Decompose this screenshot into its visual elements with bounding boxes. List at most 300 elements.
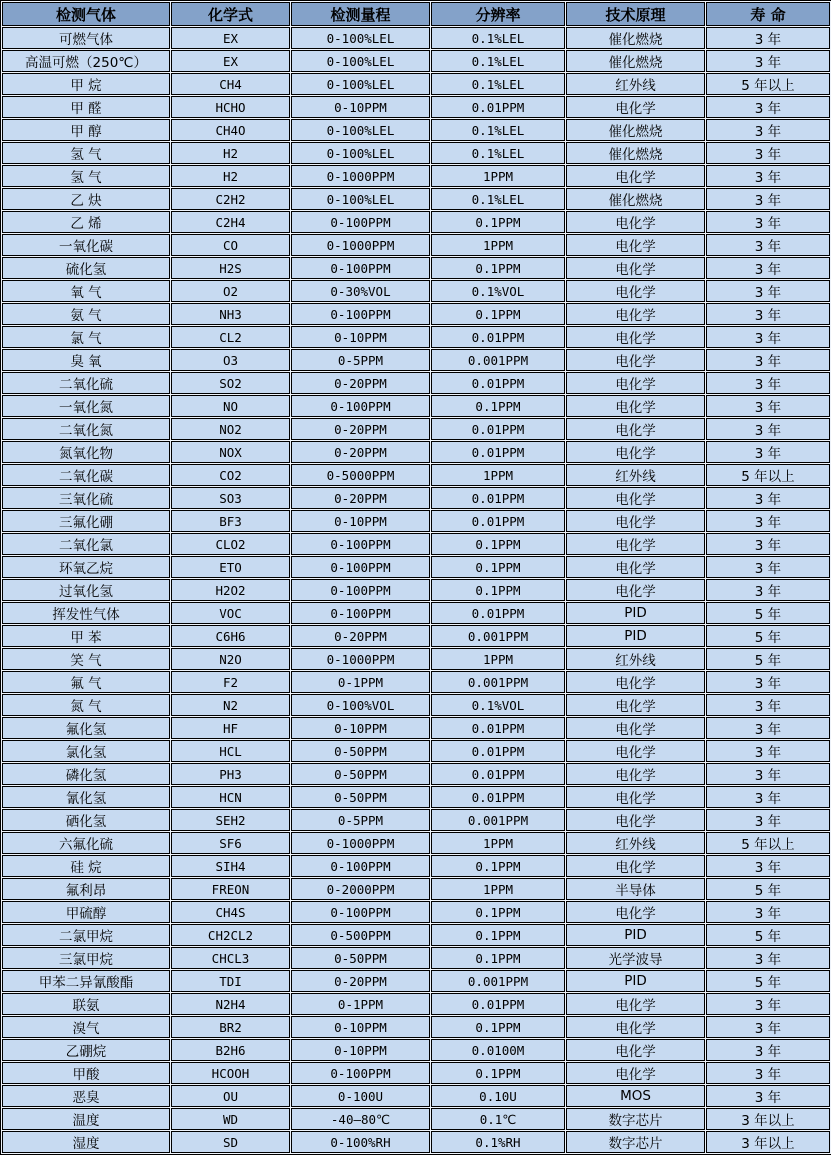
cell-principle: 电化学 [566,717,705,739]
table-row [2,395,830,417]
cell-range: 0-100PPM [291,556,430,578]
cell-lifespan: 3 年 [706,533,830,555]
cell-gas-name: 硅 烷 [2,855,170,877]
cell-resolution: 0.1PPM [431,211,565,233]
cell-principle: 电化学 [566,694,705,716]
cell-principle: 电化学 [566,740,705,762]
cell-gas-name: 温度 [2,1108,170,1130]
cell-range: 0-100%VOL [291,694,430,716]
cell-gas-name: 氟化氢 [2,717,170,739]
cell-gas-name: 二氧化碳 [2,464,170,486]
cell-resolution: 0.1PPM [431,395,565,417]
cell-principle: 电化学 [566,211,705,233]
column-header-range: 检测量程 [291,2,430,26]
cell-formula: EX [171,27,290,49]
table-row [2,27,830,49]
cell-gas-name: 高温可燃（250℃） [2,50,170,72]
cell-resolution: 0.1PPM [431,1016,565,1038]
cell-principle: 电化学 [566,326,705,348]
cell-gas-name: 二氧化氮 [2,418,170,440]
cell-principle: 催化燃烧 [566,142,705,164]
cell-gas-name: 氟 气 [2,671,170,693]
cell-principle: 电化学 [566,671,705,693]
table-row [2,349,830,371]
cell-principle: 光学波导 [566,947,705,969]
cell-resolution: 1PPM [431,648,565,670]
cell-lifespan: 3 年 [706,947,830,969]
cell-principle: 催化燃烧 [566,50,705,72]
cell-principle: 电化学 [566,234,705,256]
table-row [2,188,830,210]
cell-principle: 催化燃烧 [566,27,705,49]
cell-range: 0-20PPM [291,441,430,463]
cell-resolution: 0.1PPM [431,533,565,555]
cell-resolution: 0.001PPM [431,809,565,831]
cell-principle: 电化学 [566,257,705,279]
cell-principle: 电化学 [566,556,705,578]
cell-principle: PID [566,602,705,624]
cell-lifespan: 3 年 [706,257,830,279]
cell-principle: 电化学 [566,855,705,877]
cell-lifespan: 5 年 [706,970,830,992]
cell-gas-name: 氰化氢 [2,786,170,808]
cell-range: 0-20PPM [291,625,430,647]
cell-principle: 催化燃烧 [566,119,705,141]
cell-lifespan: 3 年 [706,717,830,739]
cell-formula: CLO2 [171,533,290,555]
cell-range: 0-20PPM [291,372,430,394]
table-row [2,73,830,95]
cell-lifespan: 3 年 [706,418,830,440]
cell-resolution: 0.1%LEL [431,188,565,210]
cell-lifespan: 3 年 [706,556,830,578]
cell-gas-name: 三氧化硫 [2,487,170,509]
cell-resolution: 0.1PPM [431,855,565,877]
cell-gas-name: 臭 氧 [2,349,170,371]
cell-principle: PID [566,924,705,946]
cell-resolution: 0.1PPM [431,924,565,946]
cell-resolution: 1PPM [431,165,565,187]
table-row [2,1108,830,1130]
cell-resolution: 0.01PPM [431,96,565,118]
cell-range: 0-5PPM [291,349,430,371]
cell-resolution: 0.01PPM [431,510,565,532]
cell-formula: CO2 [171,464,290,486]
cell-range: 0-100PPM [291,211,430,233]
cell-lifespan: 3 年 [706,1039,830,1061]
cell-gas-name: 甲 醇 [2,119,170,141]
table-row [2,464,830,486]
cell-lifespan: 3 年 [706,510,830,532]
cell-gas-name: 甲 苯 [2,625,170,647]
cell-range: 0-50PPM [291,947,430,969]
cell-resolution: 0.1%LEL [431,27,565,49]
table-row [2,1016,830,1038]
cell-range: 0-100PPM [291,395,430,417]
cell-lifespan: 5 年以上 [706,464,830,486]
cell-gas-name: 二氧化氯 [2,533,170,555]
table-row [2,533,830,555]
cell-resolution: 0.1PPM [431,1062,565,1084]
cell-formula: N2H4 [171,993,290,1015]
table-row [2,671,830,693]
cell-formula: HCN [171,786,290,808]
table-row [2,1062,830,1084]
cell-gas-name: 氟利昂 [2,878,170,900]
cell-range: 0-100PPM [291,303,430,325]
cell-range: 0-10PPM [291,717,430,739]
cell-range: 0-100PPM [291,533,430,555]
table-row [2,947,830,969]
cell-range: 0-100%LEL [291,27,430,49]
table-row [2,901,830,923]
cell-principle: 电化学 [566,579,705,601]
cell-lifespan: 3 年 [706,395,830,417]
cell-resolution: 0.01PPM [431,602,565,624]
cell-lifespan: 5 年 [706,878,830,900]
cell-gas-name: 氯 气 [2,326,170,348]
cell-formula: O2 [171,280,290,302]
cell-range: 0-1000PPM [291,832,430,854]
cell-gas-name: 氢 气 [2,165,170,187]
cell-resolution: 1PPM [431,234,565,256]
table-row [2,556,830,578]
cell-principle: 电化学 [566,993,705,1015]
column-header-formula: 化学式 [171,2,290,26]
cell-resolution: 0.01PPM [431,717,565,739]
cell-gas-name: 二氧化硫 [2,372,170,394]
cell-formula: N2 [171,694,290,716]
cell-resolution: 0.10U [431,1085,565,1107]
cell-resolution: 0.01PPM [431,418,565,440]
cell-formula: FREON [171,878,290,900]
cell-formula: WD [171,1108,290,1130]
table-row [2,763,830,785]
cell-resolution: 0.1℃ [431,1108,565,1130]
cell-resolution: 0.01PPM [431,763,565,785]
cell-lifespan: 3 年 [706,763,830,785]
cell-principle: 电化学 [566,280,705,302]
cell-gas-name: 三氟化硼 [2,510,170,532]
cell-resolution: 0.1PPM [431,556,565,578]
cell-formula: B2H6 [171,1039,290,1061]
cell-formula: CH4O [171,119,290,141]
cell-lifespan: 3 年 [706,142,830,164]
cell-range: 0-500PPM [291,924,430,946]
cell-principle: PID [566,970,705,992]
cell-gas-name: 可燃气体 [2,27,170,49]
cell-formula: CH4S [171,901,290,923]
cell-resolution: 1PPM [431,832,565,854]
cell-principle: 数字芯片 [566,1108,705,1130]
table-body [2,27,830,1153]
cell-lifespan: 5 年 [706,648,830,670]
cell-gas-name: 氮氧化物 [2,441,170,463]
cell-resolution: 0.01PPM [431,740,565,762]
cell-resolution: 0.1PPM [431,303,565,325]
cell-gas-name: 甲 烷 [2,73,170,95]
table-row [2,602,830,624]
cell-formula: BR2 [171,1016,290,1038]
column-header-gas: 检测气体 [2,2,170,26]
cell-resolution: 0.001PPM [431,349,565,371]
cell-resolution: 0.001PPM [431,970,565,992]
cell-range: 0-100%LEL [291,188,430,210]
table-row [2,257,830,279]
cell-lifespan: 3 年 [706,694,830,716]
cell-formula: SEH2 [171,809,290,831]
cell-principle: 电化学 [566,165,705,187]
cell-formula: H2 [171,165,290,187]
cell-principle: 电化学 [566,786,705,808]
cell-principle: 电化学 [566,395,705,417]
cell-range: 0-100%RH [291,1131,430,1153]
table-row [2,717,830,739]
table-row [2,96,830,118]
cell-range: 0-100PPM [291,602,430,624]
cell-formula: NO2 [171,418,290,440]
table-row [2,993,830,1015]
cell-resolution: 0.1%RH [431,1131,565,1153]
cell-range: 0-50PPM [291,740,430,762]
cell-gas-name: 硒化氢 [2,809,170,831]
cell-gas-name: 甲硫醇 [2,901,170,923]
cell-lifespan: 3 年 [706,188,830,210]
cell-range: 0-100PPM [291,257,430,279]
cell-formula: TDI [171,970,290,992]
cell-lifespan: 3 年 [706,326,830,348]
cell-range: 0-10PPM [291,1039,430,1061]
cell-gas-name: 硫化氢 [2,257,170,279]
table-row [2,579,830,601]
cell-principle: PID [566,625,705,647]
cell-range: 0-20PPM [291,418,430,440]
cell-lifespan: 5 年 [706,602,830,624]
cell-resolution: 0.001PPM [431,671,565,693]
cell-lifespan: 5 年 [706,924,830,946]
cell-principle: 催化燃烧 [566,188,705,210]
cell-principle: 红外线 [566,832,705,854]
header-row [2,2,830,26]
cell-lifespan: 3 年 [706,809,830,831]
cell-range: 0-100PPM [291,901,430,923]
cell-range: 0-10PPM [291,510,430,532]
cell-lifespan: 3 年 [706,855,830,877]
cell-range: 0-20PPM [291,487,430,509]
cell-gas-name: 乙 炔 [2,188,170,210]
cell-gas-name: 笑 气 [2,648,170,670]
table-row [2,924,830,946]
cell-range: -40—80℃ [291,1108,430,1130]
table-row [2,280,830,302]
cell-formula: NO [171,395,290,417]
column-header-lifespan: 寿 命 [706,2,830,26]
cell-gas-name: 甲苯二异氰酸酯 [2,970,170,992]
cell-formula: SD [171,1131,290,1153]
cell-principle: 电化学 [566,510,705,532]
cell-principle: 电化学 [566,349,705,371]
table-row [2,510,830,532]
table-row [2,234,830,256]
cell-lifespan: 3 年 [706,349,830,371]
cell-resolution: 0.01PPM [431,441,565,463]
cell-range: 0-100%LEL [291,142,430,164]
cell-formula: C2H4 [171,211,290,233]
cell-gas-name: 联氨 [2,993,170,1015]
table-row [2,211,830,233]
cell-lifespan: 3 年 [706,1085,830,1107]
cell-formula: N2O [171,648,290,670]
cell-gas-name: 挥发性气体 [2,602,170,624]
cell-lifespan: 3 年 [706,579,830,601]
cell-range: 0-100U [291,1085,430,1107]
table-row [2,786,830,808]
cell-formula: SO3 [171,487,290,509]
cell-lifespan: 3 年 [706,303,830,325]
cell-range: 0-50PPM [291,786,430,808]
cell-range: 0-1PPM [291,671,430,693]
cell-formula: NH3 [171,303,290,325]
cell-principle: 电化学 [566,372,705,394]
cell-principle: 电化学 [566,763,705,785]
cell-gas-name: 乙 烯 [2,211,170,233]
cell-formula: HF [171,717,290,739]
cell-lifespan: 3 年 [706,165,830,187]
cell-resolution: 1PPM [431,464,565,486]
cell-range: 0-10PPM [291,326,430,348]
cell-range: 0-100PPM [291,855,430,877]
cell-range: 0-30%VOL [291,280,430,302]
cell-principle: 半导体 [566,878,705,900]
cell-range: 0-10PPM [291,96,430,118]
cell-gas-name: 二氯甲烷 [2,924,170,946]
cell-principle: 电化学 [566,487,705,509]
table-row [2,165,830,187]
cell-resolution: 0.1%LEL [431,119,565,141]
cell-lifespan: 3 年以上 [706,1131,830,1153]
cell-range: 0-1000PPM [291,234,430,256]
cell-gas-name: 一氧化碳 [2,234,170,256]
table-row [2,740,830,762]
table-row [2,50,830,72]
cell-principle: 电化学 [566,1039,705,1061]
cell-formula: CH4 [171,73,290,95]
table-row [2,142,830,164]
cell-formula: HCHO [171,96,290,118]
table-row [2,441,830,463]
cell-lifespan: 3 年 [706,786,830,808]
cell-gas-name: 氮 气 [2,694,170,716]
cell-lifespan: 3 年 [706,372,830,394]
cell-resolution: 1PPM [431,878,565,900]
cell-gas-name: 三氯甲烷 [2,947,170,969]
cell-principle: 电化学 [566,533,705,555]
cell-lifespan: 3 年 [706,1062,830,1084]
cell-principle: 电化学 [566,809,705,831]
cell-range: 0-100%LEL [291,50,430,72]
cell-principle: 电化学 [566,1062,705,1084]
cell-formula: SIH4 [171,855,290,877]
cell-formula: CO [171,234,290,256]
cell-gas-name: 恶臭 [2,1085,170,1107]
cell-resolution: 0.0100M [431,1039,565,1061]
cell-principle: 电化学 [566,418,705,440]
table-row [2,418,830,440]
table-row [2,878,830,900]
table-row [2,648,830,670]
cell-range: 0-100%LEL [291,73,430,95]
cell-gas-name: 湿度 [2,1131,170,1153]
cell-formula: NOX [171,441,290,463]
cell-gas-name: 乙硼烷 [2,1039,170,1061]
cell-lifespan: 3 年 [706,27,830,49]
table-row [2,487,830,509]
cell-range: 0-50PPM [291,763,430,785]
cell-gas-name: 环氧乙烷 [2,556,170,578]
cell-resolution: 0.1PPM [431,579,565,601]
table-row [2,1085,830,1107]
cell-range: 0-100PPM [291,1062,430,1084]
cell-resolution: 0.1%LEL [431,50,565,72]
cell-range: 0-10PPM [291,1016,430,1038]
cell-resolution: 0.1PPM [431,947,565,969]
cell-formula: O3 [171,349,290,371]
cell-formula: C2H2 [171,188,290,210]
cell-resolution: 0.001PPM [431,625,565,647]
cell-principle: 电化学 [566,96,705,118]
cell-lifespan: 3 年 [706,211,830,233]
cell-resolution: 0.01PPM [431,487,565,509]
cell-gas-name: 磷化氢 [2,763,170,785]
table-row [2,1039,830,1061]
table-row [2,855,830,877]
cell-formula: C6H6 [171,625,290,647]
cell-lifespan: 3 年 [706,96,830,118]
cell-gas-name: 过氧化氢 [2,579,170,601]
table-row [2,303,830,325]
cell-resolution: 0.01PPM [431,786,565,808]
cell-formula: H2 [171,142,290,164]
cell-formula: H2S [171,257,290,279]
cell-gas-name: 溴气 [2,1016,170,1038]
cell-formula: OU [171,1085,290,1107]
table-row [2,694,830,716]
cell-formula: BF3 [171,510,290,532]
cell-gas-name: 氨 气 [2,303,170,325]
cell-gas-name: 氧 气 [2,280,170,302]
column-header-principle: 技术原理 [566,2,705,26]
table-row [2,1131,830,1153]
cell-lifespan: 5 年以上 [706,73,830,95]
cell-range: 0-100PPM [291,579,430,601]
cell-lifespan: 3 年 [706,280,830,302]
cell-range: 0-20PPM [291,970,430,992]
cell-gas-name: 甲 醛 [2,96,170,118]
cell-lifespan: 3 年 [706,50,830,72]
cell-lifespan: 3 年以上 [706,1108,830,1130]
cell-lifespan: 5 年 [706,625,830,647]
cell-gas-name: 一氧化氮 [2,395,170,417]
cell-formula: CL2 [171,326,290,348]
column-header-resolution: 分辨率 [431,2,565,26]
cell-principle: 电化学 [566,303,705,325]
cell-principle: 数字芯片 [566,1131,705,1153]
table-row [2,625,830,647]
cell-resolution: 0.1PPM [431,257,565,279]
cell-lifespan: 3 年 [706,487,830,509]
cell-formula: HCL [171,740,290,762]
cell-lifespan: 3 年 [706,993,830,1015]
